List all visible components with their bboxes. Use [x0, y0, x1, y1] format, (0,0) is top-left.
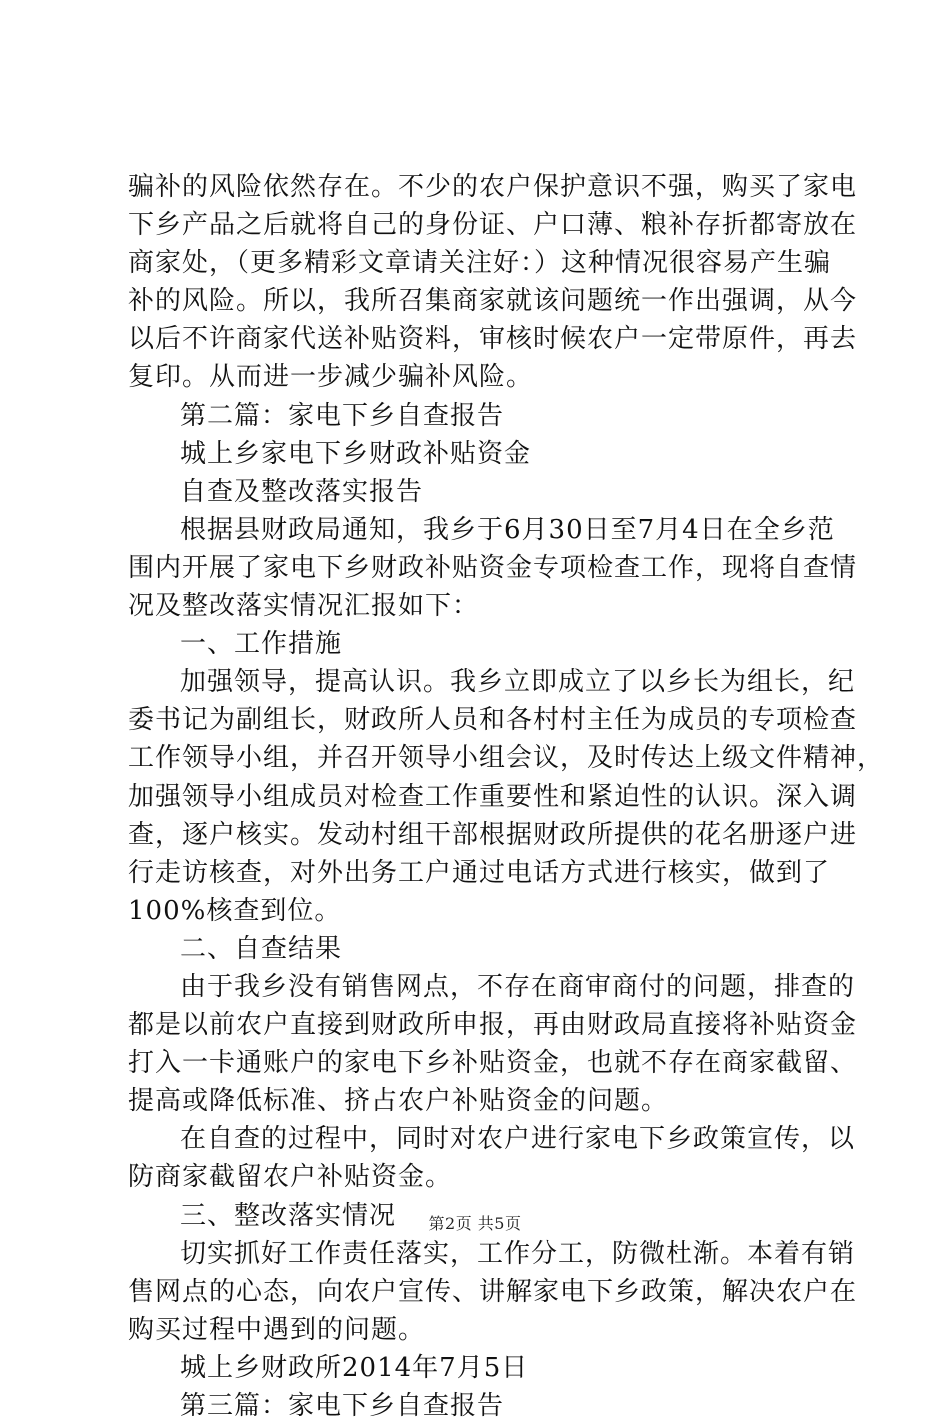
report-title-line: 自查及整改落实报告 — [180, 476, 424, 507]
section-heading: 第三篇：家电下乡自查报告 — [180, 1391, 505, 1421]
body-line: 委书记为副组长，财政所人员和各村村主任为成员的专项检查 — [128, 705, 858, 736]
body-line: 工作领导小组，并召开领导小组会议，及时传达上级文件精神， — [128, 743, 885, 774]
body-line: 查，逐户核实。发动村组干部根据财政所提供的花名册逐户进 — [128, 819, 858, 850]
body-line: 骗补的风险依然存在。不少的农户保护意识不强，购买了家电 — [128, 172, 858, 202]
body-line: 下乡产品之后就将自己的身份证、户口薄、粮补存折都寄放在 — [128, 210, 858, 241]
body-line: 100%核查到位。 — [128, 895, 342, 926]
body-line: 加强领导，提高认识。我乡立即成立了以乡长为组长，纪 — [180, 667, 856, 698]
body-line: 以后不许商家代送补贴资料，审核时候农户一定带原件，再去 — [128, 324, 858, 355]
subsection-heading: 三、整改落实情况 — [180, 1200, 397, 1231]
body-line: 都是以前农户直接到财政所申报，再由财政局直接将补贴资金 — [128, 1010, 858, 1041]
signature-date-line: 城上乡财政所2014年7月5日 — [180, 1352, 529, 1383]
body-line: 行走访核查，对外出务工户通过电话方式进行核实，做到了 — [128, 857, 831, 888]
body-line: 补的风险。所以，我所召集商家就该问题统一作出强调，从今 — [128, 286, 858, 317]
subsection-heading: 二、自查结果 — [180, 933, 343, 964]
subsection-heading: 一、工作措施 — [180, 629, 343, 660]
body-line: 加强领导小组成员对检查工作重要性和紧迫性的认识。深入调 — [128, 781, 858, 812]
body-line: 切实抓好工作责任落实，工作分工，防微杜渐。本着有销 — [180, 1238, 856, 1269]
page-number-footer: 第2页 共5页 — [428, 1214, 522, 1233]
document-body — [128, 168, 885, 1425]
body-line: 提高或降低标准、挤占农户补贴资金的问题。 — [128, 1086, 669, 1117]
body-line: 防商家截留农户补贴资金。 — [128, 1162, 453, 1193]
body-line: 由于我乡没有销售网点，不存在商审商付的问题，排查的 — [180, 971, 856, 1002]
body-line: 围内开展了家电下乡财政补贴资金专项检查工作，现将自查情 — [128, 552, 858, 583]
report-title-line: 城上乡家电下乡财政补贴资金 — [180, 438, 532, 469]
body-line: 在自查的过程中，同时对农户进行家电下乡政策宣传，以 — [180, 1124, 856, 1155]
body-line: 复印。从而进一步减少骗补风险。 — [128, 362, 534, 393]
body-line: 根据县财政局通知，我乡于6月30日至7月4日在全乡范 — [180, 514, 835, 545]
section-heading: 第二篇：家电下乡自查报告 — [180, 400, 505, 431]
body-line: 商家处，（更多精彩文章请关注好：）这种情况很容易产生骗 — [128, 248, 832, 279]
body-line: 况及整改落实情况汇报如下： — [128, 591, 480, 622]
body-line: 购买过程中遇到的问题。 — [128, 1314, 426, 1345]
body-line: 打入一卡通账户的家电下乡补贴资金，也就不存在商家截留、 — [128, 1048, 858, 1079]
body-line: 售网点的心态，向农户宣传、讲解家电下乡政策，解决农户在 — [128, 1276, 858, 1307]
